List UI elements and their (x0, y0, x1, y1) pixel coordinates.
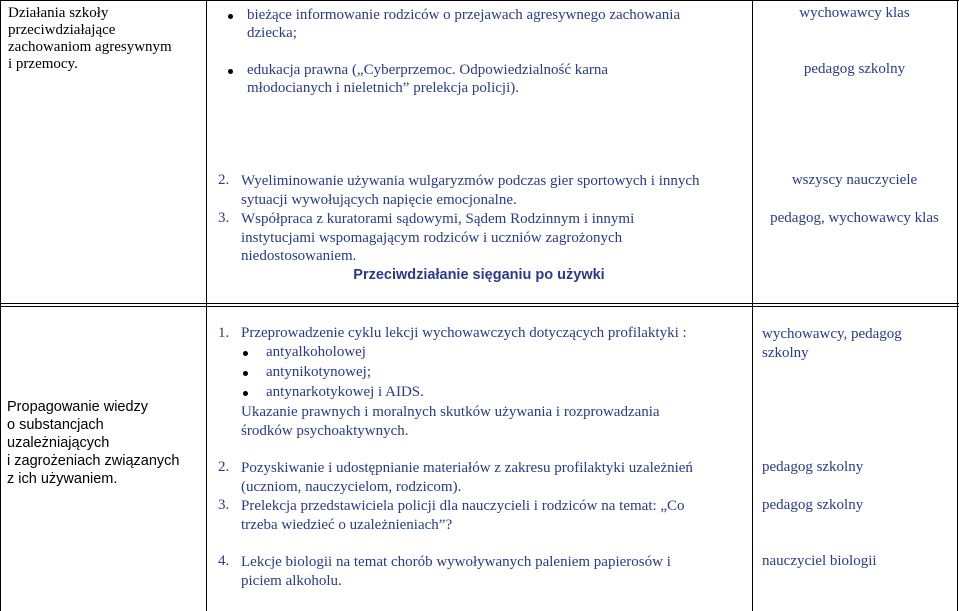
mid-item-3 (241, 210, 751, 266)
item-4-line: Lekcje biologii na temat chorób wywoływanych paleniem papierosów i (241, 554, 671, 570)
col-divider-right (957, 0, 958, 611)
row-divider-1 (0, 303, 959, 304)
item-1-extra-line: środków psychoaktywnych. (241, 423, 409, 439)
item-1-extra (241, 403, 751, 441)
bullet-icon (243, 371, 248, 376)
row-divider-2 (0, 306, 959, 307)
item-1-num: 1. (218, 325, 230, 341)
top-resp-1: wychowawcy klas (799, 5, 910, 21)
item-3-line: trzeba wiedzieć o uzależnieniach”? (241, 516, 453, 533)
bottom-resp-3: pedagog szkolny (762, 497, 864, 513)
top-left-line: przeciwdziałające (8, 22, 116, 38)
item-3 (241, 497, 751, 534)
top-bullet-2-line: edukacja prawna („Cyberprzemoc. Odpowiedzialność karna (247, 62, 609, 78)
bottom-resp-4: nauczyciel biologii (762, 553, 877, 569)
col-divider-1 (206, 0, 207, 611)
top-bullet-1-line: dziecka; (247, 25, 297, 41)
mid-item-2-num: 2. (218, 172, 230, 188)
item-2 (241, 459, 751, 496)
mid-item-3-line: niedostosowaniem. (241, 248, 357, 264)
top-left-cell (8, 5, 203, 73)
item-4 (241, 553, 751, 590)
item-4-line: piciem alkoholu. (241, 572, 342, 589)
col-divider-2 (752, 0, 753, 611)
mid-item-3-num: 3. (218, 210, 230, 226)
item-1-bullet: antynikotynowej; (266, 364, 371, 380)
bottom-resp-1-line: wychowawcy, pedagog (762, 326, 902, 342)
mid-resp-2: pedagog, wychowawcy klas (770, 210, 939, 226)
item-1-extra-line: Ukazanie prawnych i moralnych skutków używania i rozprowadzania (241, 404, 660, 420)
table-border-top (0, 0, 959, 1)
top-left-line: i przemocy. (8, 56, 78, 72)
mid-item-3-line: Współpraca z kuratorami sądowymi, Sądem Rodzinnym i innymi (241, 211, 635, 227)
bullet-icon (243, 351, 248, 356)
top-left-line: Działania szkoły (8, 5, 109, 21)
mid-item-2 (241, 172, 751, 209)
bottom-left-cell (7, 398, 205, 488)
item-4-num: 4. (218, 553, 230, 569)
top-bullet-2-line: młodocianych i nieletnich” prelekcja policji). (247, 80, 519, 96)
top-bullet-2 (247, 61, 747, 97)
bottom-left-line: uzależniających (7, 435, 110, 451)
item-1-bullet: antynarkotykowej i AIDS. (266, 384, 424, 400)
bottom-resp-1-line: szkolny (762, 345, 809, 361)
bullet-icon (228, 69, 233, 74)
mid-item-2-line: sytuacji wywołujących napięcie emocjonalne. (241, 191, 517, 208)
bottom-left-line: i zagrożeniach związanych (7, 453, 180, 469)
bottom-left-line: o substancjach (7, 417, 104, 433)
item-3-num: 3. (218, 497, 230, 513)
item-2-line: (uczniom, nauczycielom, rodzicom). (241, 478, 462, 495)
mid-item-2-line: Wyeliminowanie używania wulgaryzmów podczas gier sportowych i innych (241, 173, 700, 189)
mid-resp-1: wszyscy nauczyciele (791, 172, 918, 188)
top-resp-2: pedagog szkolny (803, 61, 906, 77)
bottom-resp-2: pedagog szkolny (762, 459, 864, 475)
top-left-line: zachowaniom agresywnym (8, 39, 172, 55)
bottom-resp-1 (762, 325, 952, 363)
mid-item-3-line: instytucjami wspomagającym rodziców i uczniów zagrożonych (241, 229, 623, 246)
bottom-left-line: Propagowanie wiedzy (7, 399, 149, 415)
item-2-num: 2. (218, 459, 230, 475)
top-bullet-1-line: bieżące informowanie rodziców o przejawach agresywnego zachowania (247, 7, 681, 23)
section-heading: Przeciwdziałanie sięganiu po używki (353, 267, 605, 283)
bottom-left-line: z ich używaniem. (7, 471, 118, 487)
item-3-line: Prelekcja przedstawiciela policji dla nauczycieli i rodziców na temat: „Co (241, 498, 685, 514)
item-1-bullet: antyalkoholowej (266, 344, 366, 360)
bullet-icon (243, 391, 248, 396)
col-divider-left-top (0, 0, 1, 611)
top-bullet-1 (247, 6, 747, 42)
item-2-line: Pozyskiwanie i udostępnianie materiałów z zakresu profilaktyki uzależnień (241, 460, 693, 476)
item-1-text: Przeprowadzenie cyklu lekcji wychowawczych dotyczących profilaktyki : (241, 325, 687, 341)
bullet-icon (228, 14, 233, 19)
